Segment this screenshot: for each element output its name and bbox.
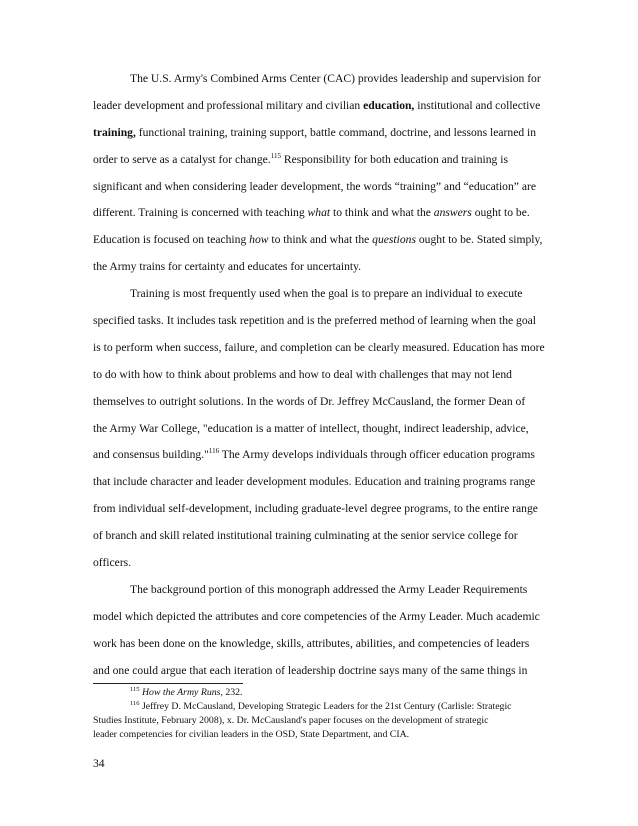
paragraph-1-line-8 bbox=[93, 254, 547, 281]
paragraph-2-line-8 bbox=[93, 469, 547, 496]
text-run: from individual self-development, including graduate-level degree programs, to the entire range bbox=[93, 502, 538, 516]
text-run: ought to be. bbox=[471, 206, 530, 220]
paragraph-2-line-11 bbox=[93, 550, 547, 577]
paragraph-2-line-4 bbox=[93, 362, 547, 389]
text-run: and consensus building." bbox=[93, 448, 209, 462]
text-run: institutional and collective bbox=[414, 98, 541, 112]
footnotes bbox=[93, 686, 547, 742]
text-run: The Army develops individuals through officer education programs bbox=[219, 448, 535, 462]
text-run: Education is focused on teaching bbox=[93, 233, 250, 247]
text-run: ought to be. Stated simply, bbox=[415, 233, 543, 247]
text-run: leader development and professional military and civilian bbox=[93, 98, 364, 112]
paragraph-2-line-7 bbox=[93, 442, 547, 469]
footnote-number: 116 bbox=[130, 700, 140, 707]
footnote-ref-116[interactable]: 116 bbox=[208, 447, 220, 456]
italic-answers: answers bbox=[433, 206, 472, 220]
text-run: is to perform when success, failure, and completion can be clearly measured. Education has more bbox=[93, 340, 545, 354]
text-run: that include character and leader development modules. Education and training programs range bbox=[93, 475, 536, 489]
italic-how: how bbox=[249, 233, 269, 247]
footnote-number: 115 bbox=[130, 686, 140, 693]
text-run: different. Training is concerned with teaching bbox=[93, 206, 308, 220]
text-run: specified tasks. It includes task repetition and is the preferred method of learning when the goal bbox=[93, 314, 536, 328]
text-run: to do with how to think about problems and how to deal with challenges that may not lend bbox=[93, 367, 512, 381]
paragraph-1-line-2 bbox=[93, 93, 547, 120]
paragraph-3-line-3 bbox=[93, 631, 547, 658]
text-run: model which depicted the attributes and core competencies of the Army Leader. Much academic bbox=[93, 609, 540, 623]
footnote-text: Studies Institute, February 2008), x. Dr. McCausland's paper focuses on the development of strategic bbox=[93, 715, 489, 726]
text-run: of branch and skill related institutional training culminating at the senior service college for bbox=[93, 529, 518, 543]
footnote-ref-115[interactable]: 115 bbox=[270, 151, 281, 160]
text-run: Training is most frequently used when the goal is to prepare an individual to execute bbox=[130, 287, 523, 301]
footnote-text: Jeffrey D. McCausland, Developing Strategic Leaders for the 21st Century (Carlisle: Strategic bbox=[139, 701, 512, 712]
footnote-text: leader competencies for civilian leaders in the OSD, State Department, and CIA. bbox=[93, 729, 410, 740]
text-run: to think and what the bbox=[330, 206, 434, 220]
paragraph-1-line-6 bbox=[93, 200, 547, 227]
page-number: 34 bbox=[93, 757, 105, 770]
text-run: The background portion of this monograph addressed the Army Leader Requirements bbox=[130, 582, 528, 596]
text-run: significant and when considering leader development, the words “training” and “education” are bbox=[93, 179, 536, 193]
paragraph-2-line-9 bbox=[93, 496, 547, 523]
footnote-115 bbox=[93, 686, 547, 700]
italic-questions: questions bbox=[372, 233, 416, 247]
text-run: officers. bbox=[93, 556, 132, 570]
footnote-116-line-1 bbox=[93, 700, 547, 714]
text-run: themselves to outright solutions. In the words of Dr. Jeffrey McCausland, the former Dean of bbox=[93, 394, 526, 408]
paragraph-2-line-6 bbox=[93, 416, 547, 443]
text-run: functional training, training support, battle command, doctrine, and lessons learned in bbox=[135, 125, 537, 139]
text-run: work has been done on the knowledge, skills, attributes, abilities, and competencies of leaders bbox=[93, 636, 530, 650]
footnote-text: , 232. bbox=[220, 687, 243, 698]
paragraph-3-line-1 bbox=[93, 577, 547, 604]
paragraph-1-line-5 bbox=[93, 174, 547, 201]
italic-what: what bbox=[307, 206, 331, 220]
bold-term-training: training, bbox=[93, 125, 136, 139]
text-run: and one could argue that each iteration of leadership doctrine says many of the same things in bbox=[93, 663, 528, 677]
text-run: the Army trains for certainty and educates for uncertainty. bbox=[93, 260, 362, 274]
paragraph-2-line-1 bbox=[93, 281, 547, 308]
paragraph-2-line-5 bbox=[93, 389, 547, 416]
paragraph-1-line-7 bbox=[93, 227, 547, 254]
footnote-separator bbox=[93, 683, 243, 684]
paragraph-1-line-3 bbox=[93, 120, 547, 147]
footnote-116-line-3 bbox=[93, 728, 547, 742]
paragraph-1-line-4 bbox=[93, 147, 547, 174]
bold-term-education: education, bbox=[363, 98, 415, 112]
text-run: The U.S. Army's Combined Arms Center (CAC) provides leadership and supervision for bbox=[130, 72, 541, 85]
paragraph-2-line-10 bbox=[93, 523, 547, 550]
paragraph-2-line-3 bbox=[93, 335, 547, 362]
paragraph-3-line-2 bbox=[93, 604, 547, 631]
paragraph-2-line-2 bbox=[93, 308, 547, 335]
body-text bbox=[93, 66, 547, 684]
text-run: the Army War College, "education is a matter of intellect, thought, indirect leadership, advice, bbox=[93, 421, 529, 435]
text-run: order to serve as a catalyst for change. bbox=[93, 152, 271, 166]
footnote-116-line-2 bbox=[93, 714, 547, 728]
footnote-title: How the Army Runs bbox=[141, 687, 221, 698]
text-run: to think and what the bbox=[268, 233, 373, 247]
paragraph-1-line-1 bbox=[93, 66, 547, 93]
text-run: Responsibility for both education and training is bbox=[280, 152, 508, 166]
paragraph-3-line-4 bbox=[93, 658, 547, 685]
